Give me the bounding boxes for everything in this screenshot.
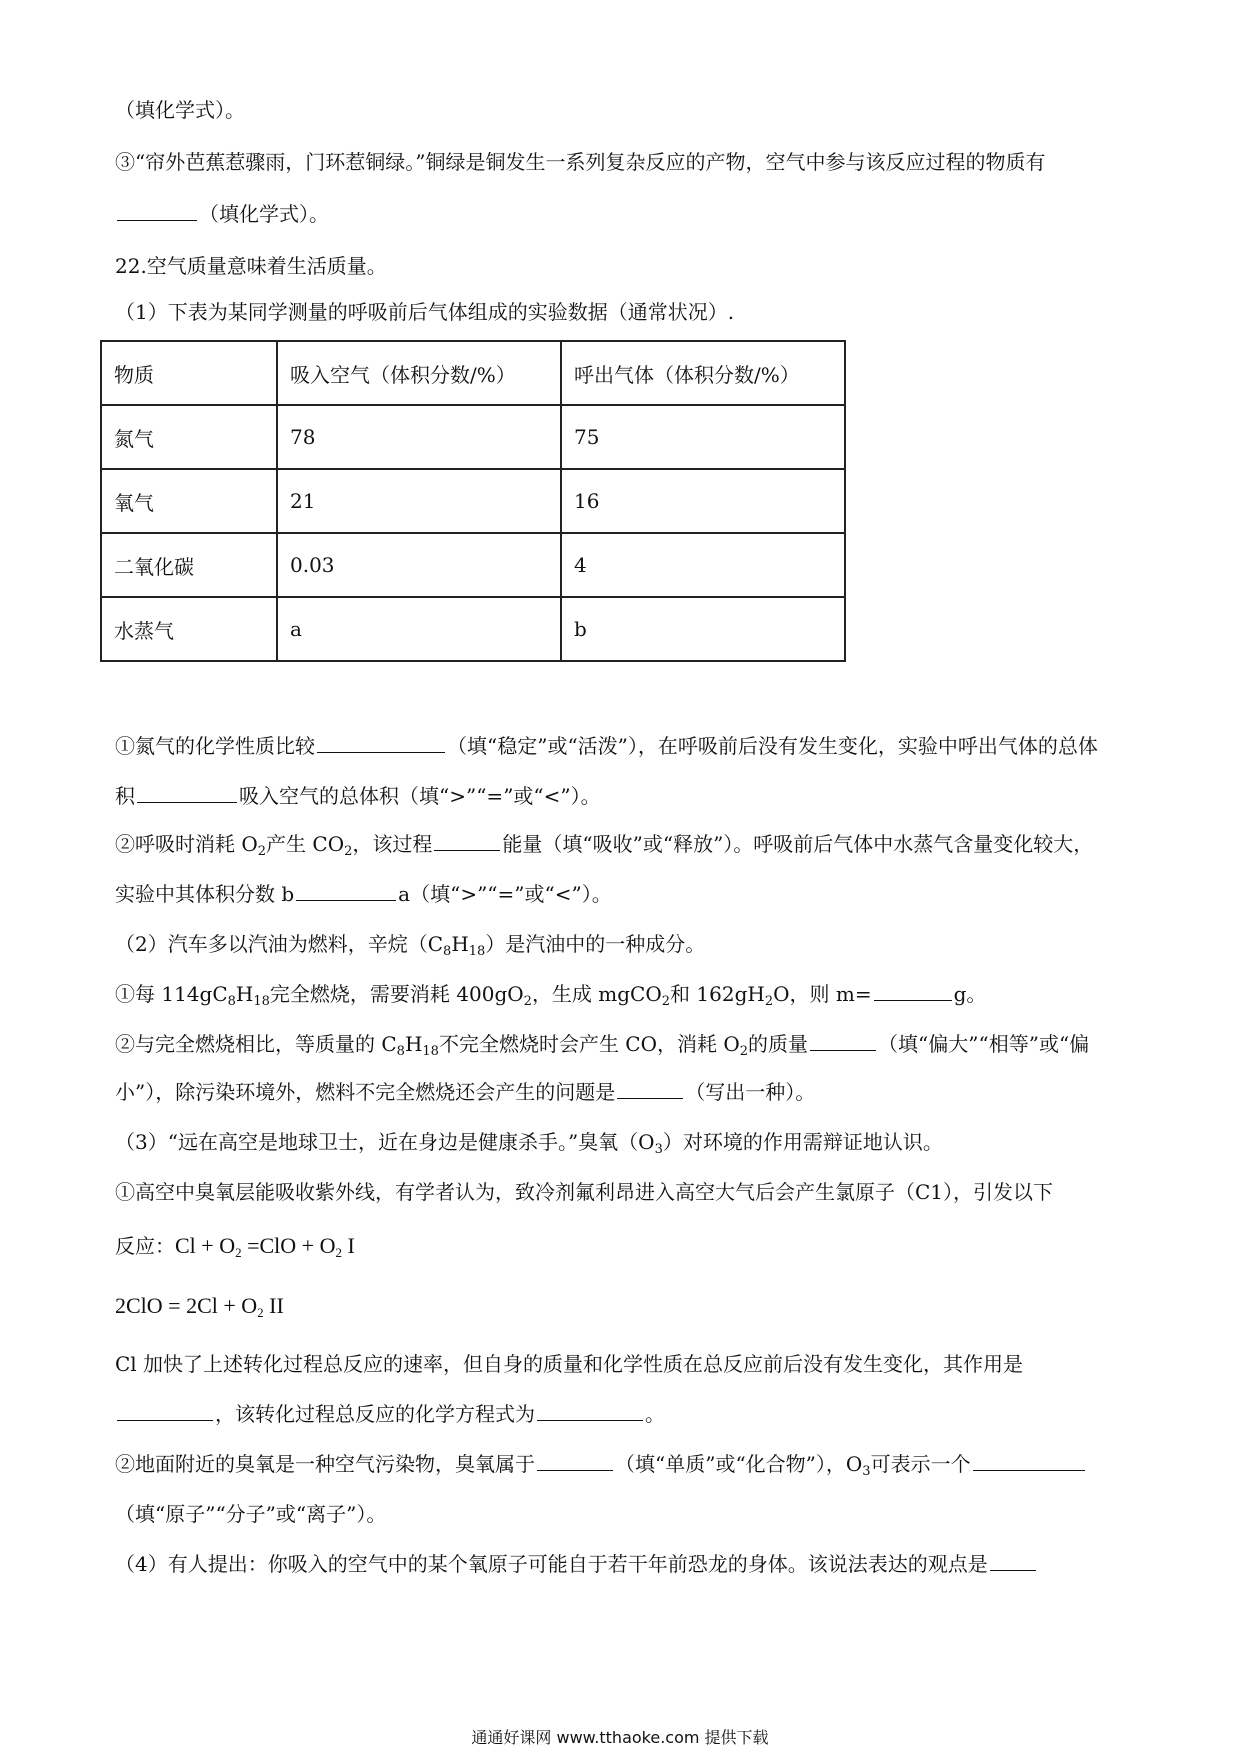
text-span: O，则 m= [773,982,872,1006]
text-span: （2）汽车多以汽油为燃料，辛烷（C [115,932,444,956]
text-span: 。 [645,1402,665,1426]
text-line [115,1400,665,1428]
subscript: 18 [422,1044,439,1059]
text-line: （填化学式）。 [115,98,245,122]
answer-blank [537,1400,643,1421]
text-span: ）是汽油中的一种成分。 [485,932,706,956]
table-cell: 16 [561,469,845,533]
text-span: 吸入空气的总体积（填“>”“=”或“<”）。 [239,784,601,808]
text-span: 的质量 [748,1032,809,1056]
text-span: Cl + O [175,1233,236,1258]
text-span: H [451,932,469,956]
text-line [115,1078,815,1106]
subscript: 3 [654,1142,663,1157]
table-cell: 氮气 [101,405,277,469]
text-span: 2ClO = 2Cl + O [115,1293,258,1318]
table-cell: 二氧化碳 [101,533,277,597]
table-cell: 78 [277,405,561,469]
text-line [115,1232,355,1260]
text-line [115,1030,1089,1058]
text-span: 不完全燃烧时会产生 CO，消耗 O [438,1032,740,1056]
text-span: 产生 CO [266,832,345,856]
text-line [115,930,705,958]
text-span: 小”），除污染环境外，燃料不完全燃烧还会产生的问题是 [115,1080,616,1104]
answer-blank [810,1030,876,1051]
text-span: II [263,1293,284,1318]
subscript: 2 [661,994,671,1009]
answer-blank [117,200,197,221]
table-row [101,533,845,597]
text-line [115,1550,1038,1578]
table-cell: 75 [561,405,845,469]
gas-composition-table [100,340,846,662]
text-span: ②呼吸时消耗 O [115,832,258,856]
subscript: 2 [764,994,774,1009]
text-span: ，生成 mgCO [531,982,662,1006]
text-span: =ClO + O [241,1233,336,1258]
text-span: （写出一种）。 [685,1080,816,1104]
text-line [115,830,1093,858]
text-line: （填“原子”“分子”或“离子”）。 [115,1502,387,1526]
subscript: 2 [235,1245,242,1260]
answer-blank [137,782,237,803]
table-cell: a [277,597,561,661]
text-line: ③“帘外芭蕉惹骤雨，门环惹铜绿。”铜绿是铜发生一系列复杂反应的产物，空气中参与该反应过程的物质有 [115,150,1046,174]
text-span: ，该转化过程总反应的化学方程式为 [215,1402,535,1426]
text-span: H [235,982,254,1006]
text-span: a（填“>”“=”或“<”）。 [398,882,612,906]
text-span: （填“偏大”“相等”或“偏 [878,1032,1090,1056]
text-span: 能量（填“吸收”或“释放”）。呼吸前后气体中水蒸气含量变化较大， [502,832,1094,856]
answer-blank [973,1450,1085,1471]
table-cell: 4 [561,533,845,597]
text-span: ，该过程 [352,832,433,856]
text-line [115,200,329,228]
subscript: 2 [523,994,532,1009]
subscript: 2 [344,844,353,859]
text-span: I [341,1233,355,1258]
text-span: ①每 114gC [115,982,228,1006]
page-footer: 通通好课网 www.tthaoke.com 提供下载 [471,1728,769,1747]
subscript: 2 [739,1044,749,1059]
answer-blank [537,1450,613,1471]
text-line: （1）下表为某同学测量的呼吸前后气体组成的实验数据（通常状况）. [115,300,735,324]
answer-blank [434,830,500,851]
text-line: ①高空中臭氧层能吸收紫外线，有学者认为，致冷剂氟利昂进入高空大气后会产生氯原子（C1），引发以下 [115,1180,1054,1204]
text-span: ）对环境的作用需辩证地认识。 [662,1130,943,1154]
table-row [101,597,845,661]
subscript: 2 [257,844,267,859]
text-span: H [404,1032,423,1056]
answer-blank [874,980,952,1001]
table-row [101,405,845,469]
answer-blank [990,1550,1036,1571]
table-header-cell: 物质 [101,341,277,405]
subscript: 2 [335,1245,342,1260]
table-cell: 21 [277,469,561,533]
text-span: 完全燃烧，需要消耗 400gO [269,982,524,1006]
equation-1 [175,1233,355,1258]
text-line [115,1450,1087,1478]
table-cell: 0.03 [277,533,561,597]
table-row [101,469,845,533]
subscript: 3 [862,1464,871,1479]
text-span: 积 [115,784,135,808]
answer-blank [317,732,445,753]
table-cell: 水蒸气 [101,597,277,661]
subscript: 8 [443,944,452,959]
answer-blank [617,1078,683,1099]
answer-blank [296,880,396,901]
text-span: ②与完全燃烧相比，等质量的 C [115,1032,397,1056]
text-line [115,980,986,1008]
text-span: （3）“远在高空是地球卫士，近在身边是健康杀手。”臭氧（O [115,1130,655,1154]
subscript: 8 [227,994,236,1009]
text-line [115,1128,943,1156]
question-title: 22.空气质量意味着生活质量。 [115,254,387,278]
text-span: （4）有人提出：你吸入的空气中的某个氧原子可能自于若干年前恐龙的身体。该说法表达的观点是 [115,1552,988,1576]
text-span: 可表示一个 [870,1452,971,1476]
table-cell: 氧气 [101,469,277,533]
text-span: 实验中其体积分数 b [115,882,295,906]
text-line [115,880,612,908]
subscript: 2 [257,1305,264,1320]
subscript: 18 [468,944,486,959]
text-line [115,782,601,810]
subscript: 18 [253,994,270,1009]
answer-blank [117,1400,213,1421]
text-line [115,1292,284,1320]
table-cell: b [561,597,845,661]
text-span: 和 162gH [670,982,765,1006]
text-span: ②地面附近的臭氧是一种空气污染物，臭氧属于 [115,1452,535,1476]
table-header-row [101,341,845,405]
subscript: 8 [396,1044,405,1059]
text-span: （填“稳定”或“活泼”），在呼吸前后没有发生变化，实验中呼出气体的总体 [447,734,1098,758]
table-header-cell: 吸入空气（体积分数/%） [277,341,561,405]
text-span: 反应： [115,1234,175,1258]
text-line: Cl 加快了上述转化过程总反应的速率，但自身的质量和化学性质在总反应前后没有发生变化，其作用是 [115,1352,1024,1376]
text-span: （填化学式）。 [199,202,329,226]
text-span: （填“单质”或“化合物”），O [615,1452,863,1476]
text-line [115,732,1098,760]
table-header-cell: 呼出气体（体积分数/%） [561,341,845,405]
text-span: ①氮气的化学性质比较 [115,734,315,758]
text-span: g。 [953,982,987,1006]
equation-2 [115,1293,284,1318]
